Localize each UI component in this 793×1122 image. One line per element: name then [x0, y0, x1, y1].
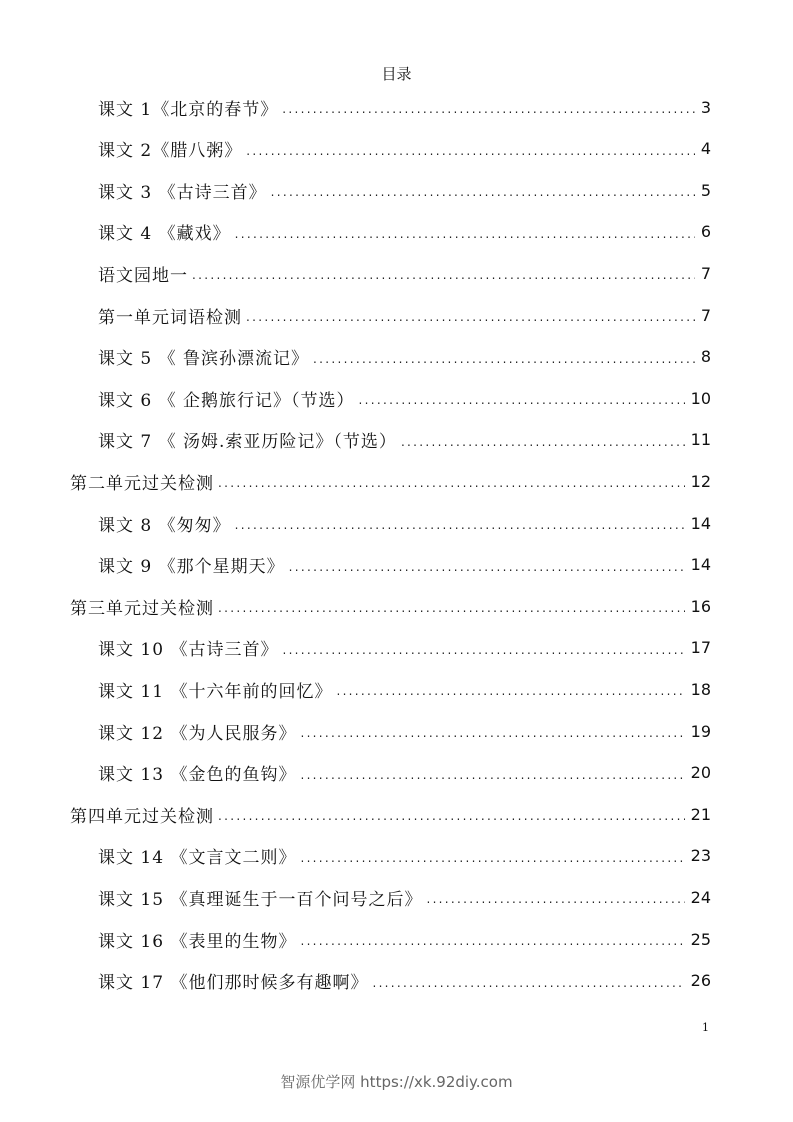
toc-dot-leader — [300, 723, 684, 743]
toc-entry-label: 语文园地一 — [98, 265, 188, 286]
toc-entry-label: 课文 15 《真理诞生于一百个问号之后》 — [98, 889, 423, 910]
toc-entry[interactable] — [98, 294, 711, 336]
toc-dot-leader — [289, 557, 685, 577]
toc-entry-label: 第四单元过关检测 — [70, 806, 214, 827]
toc-entry-label: 课文 17 《他们那时候多有趣啊》 — [98, 973, 369, 994]
page-number: 1 — [702, 1021, 709, 1034]
toc-entry[interactable] — [98, 960, 711, 1002]
toc-entry-page-number: 20 — [690, 763, 711, 783]
toc-entry-page-number: 18 — [690, 679, 711, 699]
toc-entry-label: 课文 8 《匆匆》 — [98, 515, 231, 536]
toc-entry[interactable] — [98, 169, 711, 211]
toc-entry-label: 课文 10 《古诗三首》 — [98, 640, 279, 661]
toc-entry[interactable] — [98, 876, 711, 918]
toc-entry[interactable] — [98, 86, 711, 128]
toc-entry-page-number: 14 — [690, 513, 711, 533]
toc-entry[interactable] — [98, 377, 711, 419]
toc-entry-page-number: 14 — [690, 555, 711, 575]
toc-dot-leader — [218, 806, 685, 826]
toc-entry[interactable] — [98, 835, 711, 877]
toc-entry-label: 课文 4 《藏戏》 — [98, 224, 231, 245]
toc-dot-leader — [192, 265, 695, 285]
toc-dot-leader — [235, 515, 685, 535]
toc-entry[interactable] — [98, 252, 711, 294]
toc-entry[interactable] — [70, 793, 711, 835]
toc-entry-page-number: 19 — [690, 721, 711, 741]
toc-dot-leader — [246, 141, 695, 161]
toc-entry-label: 第二单元过关检测 — [70, 473, 214, 494]
toc-entry-label: 第一单元词语检测 — [98, 307, 242, 328]
toc-entry-page-number: 24 — [690, 887, 711, 907]
toc-entry[interactable] — [98, 502, 711, 544]
toc-entry-label: 课文 9 《那个星期天》 — [98, 557, 285, 578]
toc-entry-page-number: 3 — [700, 97, 711, 117]
toc-entry-page-number: 10 — [690, 388, 711, 408]
toc-dot-leader — [218, 473, 685, 493]
watermark: 智源优学网 https://xk.92diy.com — [280, 1073, 513, 1091]
toc-entry-page-number: 7 — [700, 305, 711, 325]
toc-entry[interactable] — [98, 668, 711, 710]
toc-entry-label: 课文 12 《为人民服务》 — [98, 723, 297, 744]
toc-entry-page-number: 8 — [700, 347, 711, 367]
toc-entry-page-number: 16 — [690, 596, 711, 616]
toc-entry-label: 课文 6 《 企鹅旅行记》（节选） — [98, 390, 355, 411]
toc-entry-label: 课文 2《腊八粥》 — [98, 141, 243, 162]
toc-entry[interactable] — [98, 710, 711, 752]
toc-entry-label: 第三单元过关检测 — [70, 598, 214, 619]
toc-entry-label: 课文 1《北京的春节》 — [98, 99, 279, 120]
toc-entry-page-number: 11 — [690, 430, 711, 450]
toc-entry-label: 课文 16 《表里的生物》 — [98, 931, 297, 952]
toc-entry-label: 课文 13 《金色的鱼钩》 — [98, 765, 297, 786]
toc-dot-leader — [313, 349, 695, 369]
toc-dot-leader — [271, 182, 695, 202]
toc-entry-page-number: 21 — [690, 804, 711, 824]
toc-dot-leader — [282, 99, 695, 119]
toc-entry-label: 课文 11 《十六年前的回忆》 — [98, 681, 333, 702]
toc-entry[interactable] — [98, 627, 711, 669]
toc-entry[interactable] — [98, 544, 711, 586]
toc-dot-leader — [372, 973, 684, 993]
toc-entry-page-number: 6 — [700, 222, 711, 242]
toc-entry[interactable] — [98, 211, 711, 253]
toc-dot-leader — [336, 681, 684, 701]
toc-dot-leader — [235, 224, 695, 244]
toc-entry-page-number: 17 — [690, 638, 711, 658]
toc-dot-leader — [426, 889, 684, 909]
page-title: 目录 — [381, 65, 412, 83]
toc-dot-leader — [300, 848, 684, 868]
toc-entry[interactable] — [98, 918, 711, 960]
toc-dot-leader — [218, 598, 685, 618]
toc-dot-leader — [300, 765, 684, 785]
toc-dot-leader — [246, 307, 695, 327]
toc-entry-label: 课文 7 《 汤姆.索亚历险记》（节选） — [98, 432, 397, 453]
toc-entry-label: 课文 3 《古诗三首》 — [98, 182, 267, 203]
toc-dot-leader — [401, 432, 685, 452]
toc-entry-page-number: 26 — [690, 971, 711, 991]
toc-dot-leader — [359, 390, 685, 410]
toc-entry-label: 课文 14 《文言文二则》 — [98, 848, 297, 869]
toc-entry-page-number: 7 — [700, 263, 711, 283]
toc-entry[interactable] — [98, 419, 711, 461]
toc-entry-page-number: 23 — [690, 846, 711, 866]
toc-entry-page-number: 5 — [700, 180, 711, 200]
toc-entry[interactable] — [98, 336, 711, 378]
toc-entry[interactable] — [98, 752, 711, 794]
toc-entry[interactable] — [70, 460, 711, 502]
toc-dot-leader — [282, 640, 684, 660]
toc-dot-leader — [300, 931, 684, 951]
toc-entry-page-number: 12 — [690, 471, 711, 491]
toc-entry-page-number: 4 — [700, 139, 711, 159]
toc-entry-page-number: 25 — [690, 929, 711, 949]
toc-entry-label: 课文 5 《 鲁滨孙漂流记》 — [98, 349, 310, 370]
toc-entry[interactable] — [98, 128, 711, 170]
toc-entry[interactable] — [70, 585, 711, 627]
